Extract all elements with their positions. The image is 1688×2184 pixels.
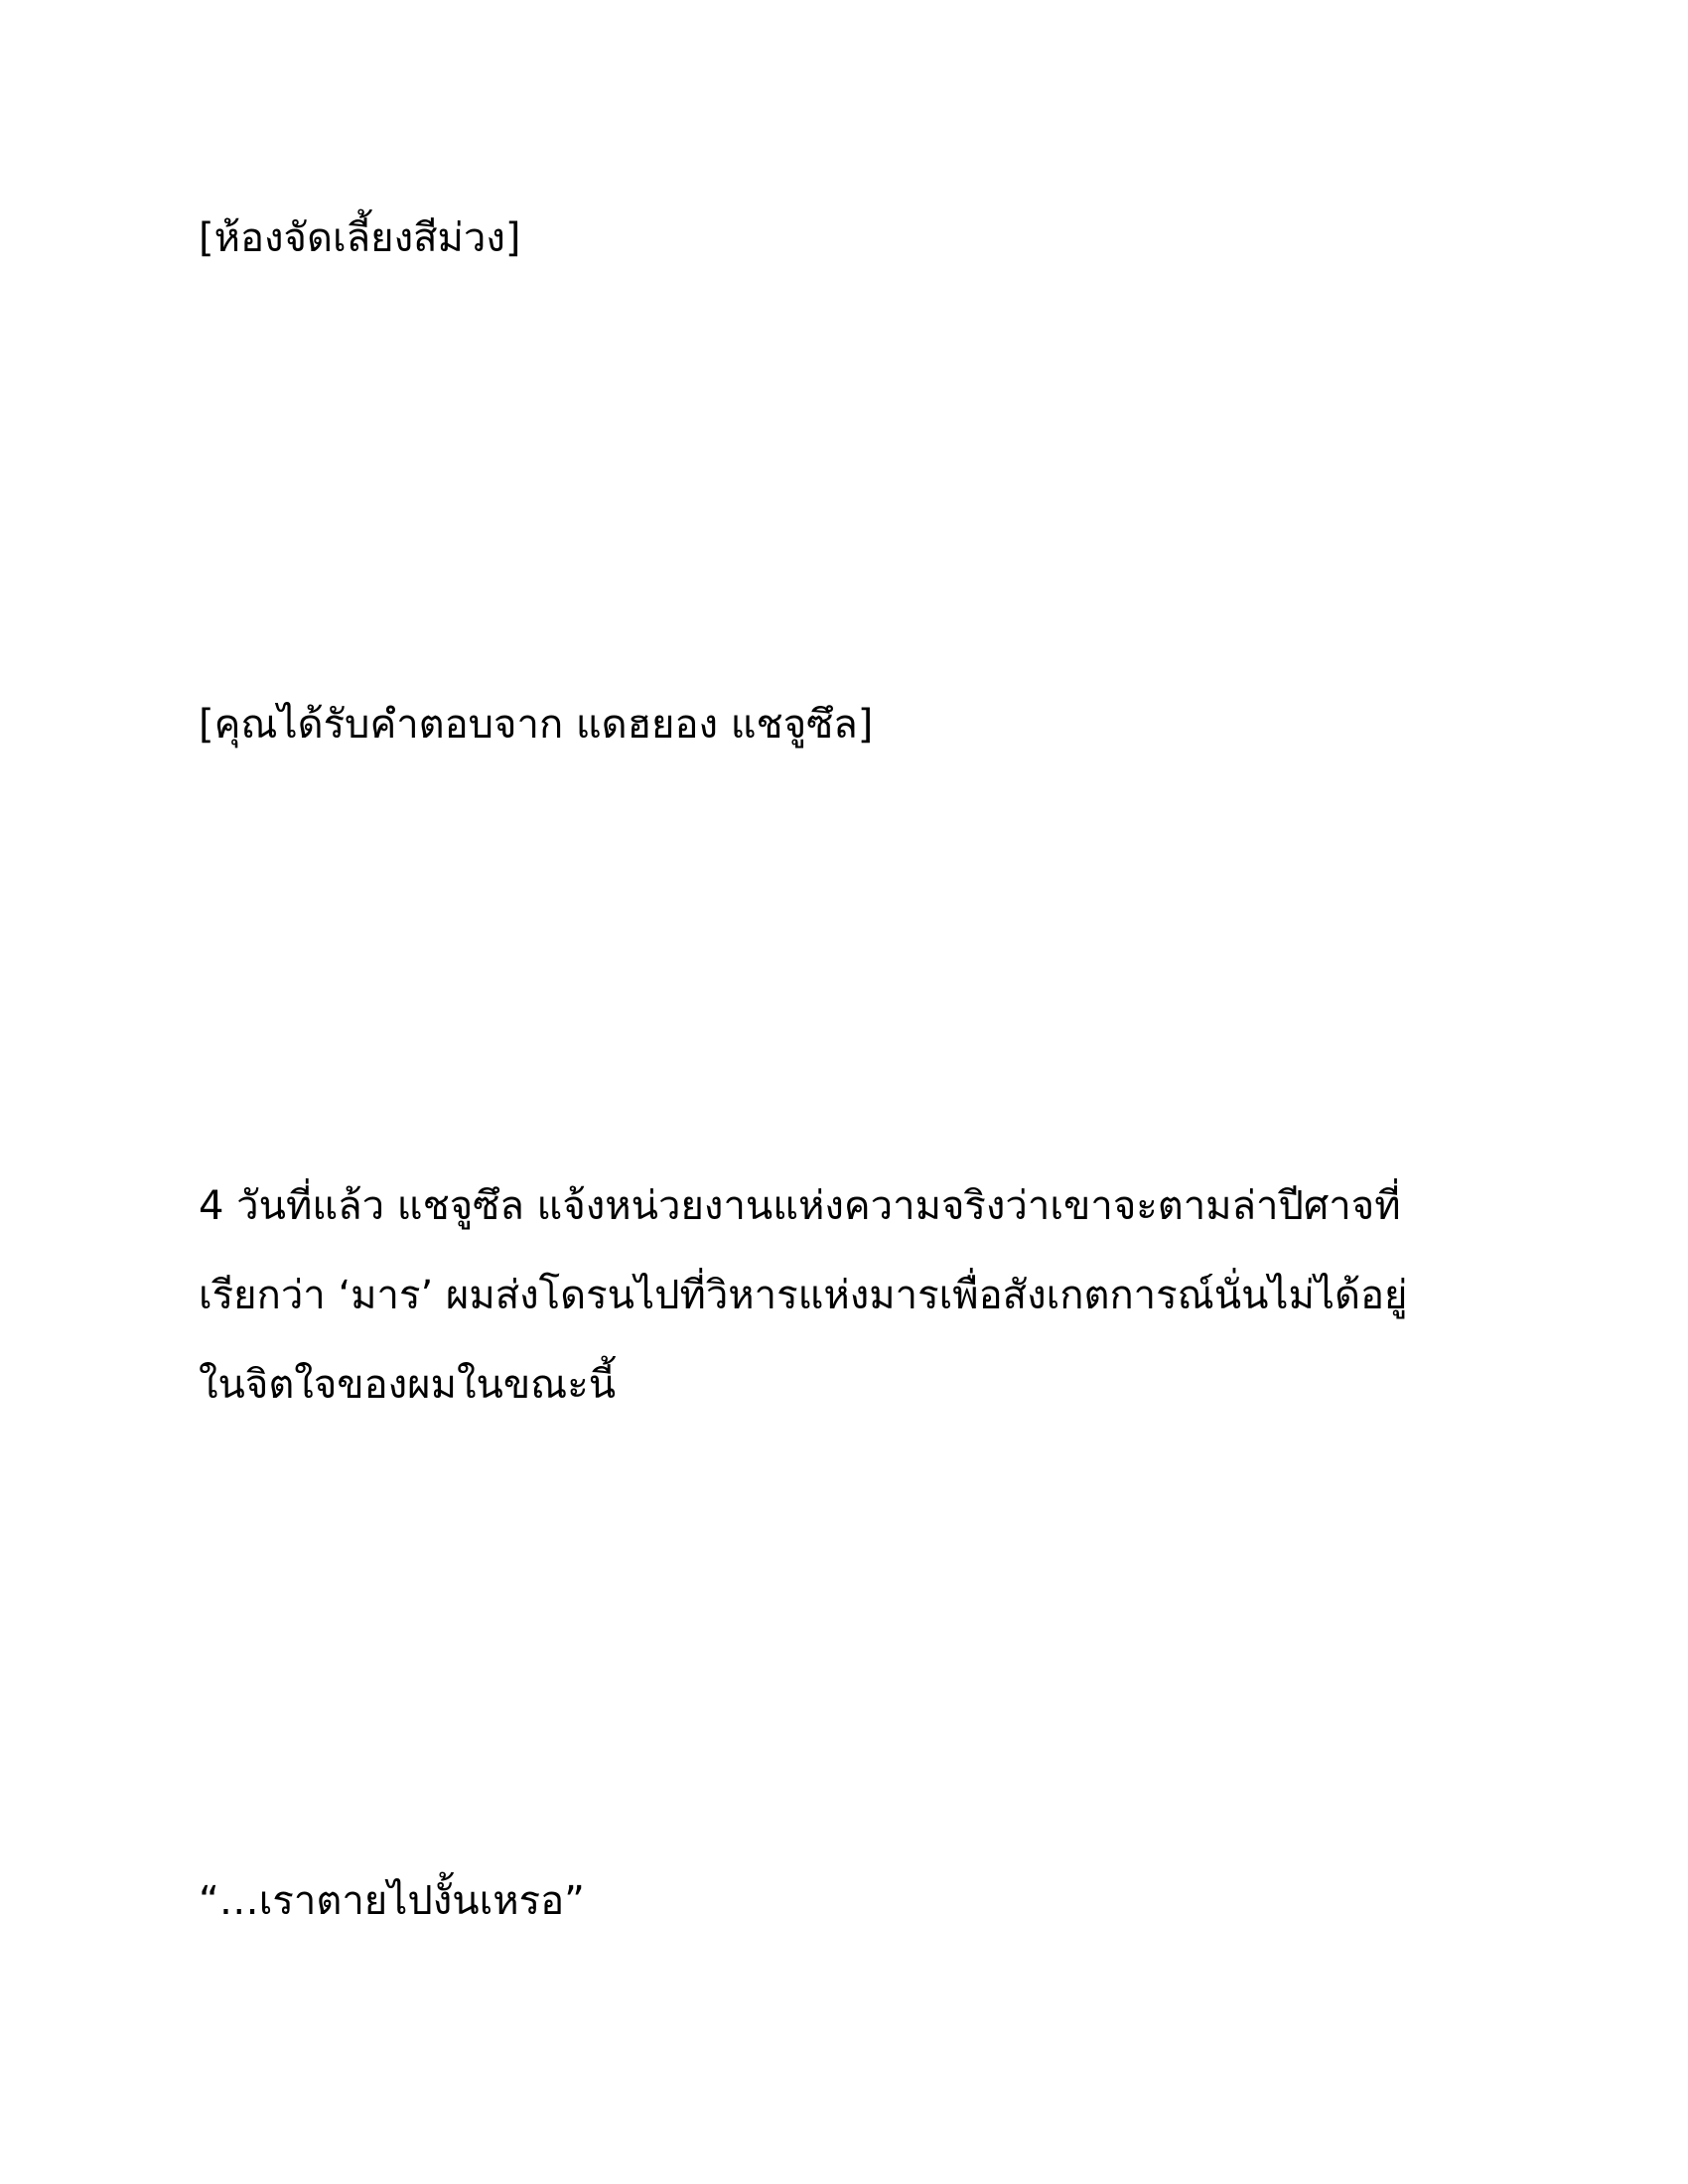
- paragraph-line: 4 วันที่แล้ว แชจูซึล แจ้งหน่วยงานแห่งความจริงว่าเขาจะตามล่าปีศาจที่: [199, 1183, 1401, 1229]
- system-message-reply: [คุณได้รับคำตอบจาก แดฮยอง แชจูซึล]: [199, 702, 874, 748]
- paragraph-line: ในจิตใจของผมในขณะนี้: [199, 1362, 617, 1408]
- paragraph-line: เรียกว่า ‘มาร’ ผมส่งโดรนไปที่วิหารแห่งมารเพื่อสังเกตการณ์นั่นไม่ได้อยู่: [199, 1273, 1408, 1318]
- dialogue-line: “…เราตายไปงั้นเหรอ”: [199, 1878, 585, 1924]
- narrative-paragraph: [199, 1161, 1489, 1430]
- system-message-location: [ห้องจัดเลี้ยงสีม่วง]: [199, 215, 521, 261]
